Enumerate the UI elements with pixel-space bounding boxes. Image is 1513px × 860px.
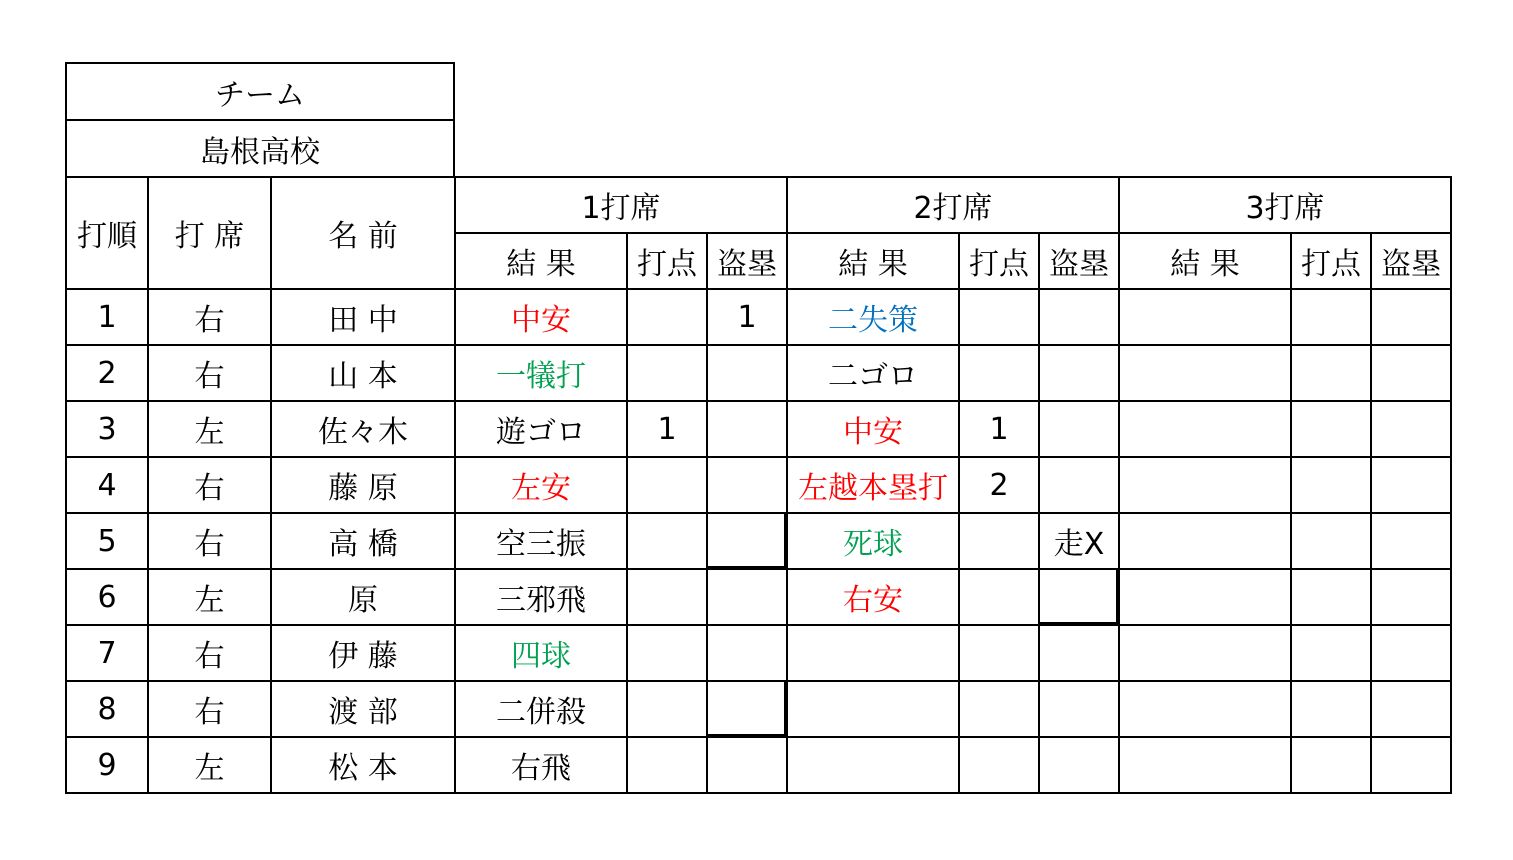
cell-result: 死球 — [786, 512, 960, 570]
cell-steal — [1370, 512, 1452, 570]
cell-result — [1118, 680, 1292, 738]
cell-rbi — [958, 512, 1040, 570]
cell-bat-side: 右 — [147, 288, 272, 346]
cell-rbi — [626, 512, 708, 570]
cell-steal — [1370, 680, 1452, 738]
cell-rbi — [626, 288, 708, 346]
cell-rbi — [1290, 736, 1372, 794]
cell-rbi — [1290, 624, 1372, 682]
cell-player-name: 藤 原 — [270, 456, 456, 514]
cell-steal — [1370, 624, 1452, 682]
cell-order: 4 — [65, 456, 149, 514]
cell-result: 右飛 — [454, 736, 628, 794]
header-steal: 盗塁 — [1038, 232, 1120, 290]
cell-rbi — [1290, 568, 1372, 626]
cell-steal — [706, 400, 788, 458]
cell-rbi — [958, 624, 1040, 682]
team-label: チーム — [65, 62, 455, 121]
cell-order: 5 — [65, 512, 149, 570]
cell-steal — [706, 344, 788, 402]
cell-result — [786, 736, 960, 794]
cell-result: 中安 — [454, 288, 628, 346]
cell-steal — [1370, 736, 1452, 794]
cell-order: 6 — [65, 568, 149, 626]
cell-result — [1118, 568, 1292, 626]
cell-steal — [1038, 568, 1120, 626]
header-rbi: 打点 — [626, 232, 708, 290]
cell-rbi — [958, 288, 1040, 346]
header-name: 名 前 — [270, 176, 456, 290]
cell-bat-side: 右 — [147, 624, 272, 682]
cell-rbi — [1290, 680, 1372, 738]
cell-rbi — [626, 624, 708, 682]
cell-rbi — [1290, 512, 1372, 570]
cell-rbi — [626, 456, 708, 514]
cell-steal — [1038, 736, 1120, 794]
header-rbi: 打点 — [958, 232, 1040, 290]
cell-result: 左安 — [454, 456, 628, 514]
cell-steal — [1370, 568, 1452, 626]
cell-bat-side: 右 — [147, 344, 272, 402]
cell-steal — [706, 736, 788, 794]
cell-rbi — [1290, 344, 1372, 402]
cell-result: 二失策 — [786, 288, 960, 346]
cell-player-name: 原 — [270, 568, 456, 626]
cell-player-name: 高 橋 — [270, 512, 456, 570]
cell-result — [1118, 512, 1292, 570]
cell-result: 三邪飛 — [454, 568, 628, 626]
cell-rbi — [1290, 456, 1372, 514]
cell-steal — [706, 624, 788, 682]
cell-rbi — [958, 344, 1040, 402]
cell-result: 四球 — [454, 624, 628, 682]
cell-result — [1118, 344, 1292, 402]
header-at-bat-1: 1打席 — [454, 176, 788, 234]
cell-steal — [1038, 456, 1120, 514]
cell-rbi: 2 — [958, 456, 1040, 514]
cell-player-name: 渡 部 — [270, 680, 456, 738]
cell-result — [1118, 400, 1292, 458]
cell-steal — [1038, 400, 1120, 458]
header-at-bat-3: 3打席 — [1118, 176, 1452, 234]
cell-steal — [706, 512, 788, 570]
cell-rbi — [958, 736, 1040, 794]
cell-steal — [1370, 288, 1452, 346]
cell-player-name: 佐々木 — [270, 400, 456, 458]
cell-steal — [1038, 344, 1120, 402]
header-rbi: 打点 — [1290, 232, 1372, 290]
cell-result: 二ゴロ — [786, 344, 960, 402]
header-at-bat-2: 2打席 — [786, 176, 1120, 234]
cell-steal: 1 — [706, 288, 788, 346]
cell-rbi — [626, 344, 708, 402]
cell-steal: 走X — [1038, 512, 1120, 570]
cell-steal — [1038, 624, 1120, 682]
cell-result — [1118, 624, 1292, 682]
cell-result: 二併殺 — [454, 680, 628, 738]
cell-player-name: 伊 藤 — [270, 624, 456, 682]
cell-rbi — [1290, 288, 1372, 346]
cell-result — [1118, 456, 1292, 514]
cell-order: 1 — [65, 288, 149, 346]
cell-player-name: 田 中 — [270, 288, 456, 346]
cell-bat-side: 右 — [147, 512, 272, 570]
cell-bat-side: 右 — [147, 456, 272, 514]
cell-result: 遊ゴロ — [454, 400, 628, 458]
cell-rbi — [626, 568, 708, 626]
cell-steal — [706, 456, 788, 514]
cell-bat-side: 左 — [147, 736, 272, 794]
cell-result — [1118, 736, 1292, 794]
cell-steal — [1038, 288, 1120, 346]
header-steal: 盗塁 — [1370, 232, 1452, 290]
cell-rbi: 1 — [626, 400, 708, 458]
cell-order: 8 — [65, 680, 149, 738]
cell-result: 一犠打 — [454, 344, 628, 402]
cell-result: 中安 — [786, 400, 960, 458]
cell-steal — [706, 680, 788, 738]
cell-order: 9 — [65, 736, 149, 794]
cell-order: 7 — [65, 624, 149, 682]
cell-result: 右安 — [786, 568, 960, 626]
cell-bat-side: 右 — [147, 680, 272, 738]
cell-result — [786, 680, 960, 738]
team-name: 島根高校 — [65, 119, 455, 178]
header-result: 結 果 — [786, 232, 960, 290]
cell-rbi — [626, 736, 708, 794]
header-result: 結 果 — [454, 232, 628, 290]
cell-player-name: 松 本 — [270, 736, 456, 794]
header-result: 結 果 — [1118, 232, 1292, 290]
cell-rbi — [958, 680, 1040, 738]
cell-order: 2 — [65, 344, 149, 402]
cell-steal — [1370, 456, 1452, 514]
header-bat-side: 打 席 — [147, 176, 272, 290]
cell-steal — [1370, 344, 1452, 402]
cell-player-name: 山 本 — [270, 344, 456, 402]
cell-steal — [1038, 680, 1120, 738]
cell-order: 3 — [65, 400, 149, 458]
cell-result: 左越本塁打 — [786, 456, 960, 514]
cell-result — [1118, 288, 1292, 346]
cell-rbi — [958, 568, 1040, 626]
cell-rbi — [626, 680, 708, 738]
cell-bat-side: 左 — [147, 568, 272, 626]
header-order: 打順 — [65, 176, 149, 290]
cell-result — [786, 624, 960, 682]
cell-rbi: 1 — [958, 400, 1040, 458]
cell-result: 空三振 — [454, 512, 628, 570]
cell-bat-side: 左 — [147, 400, 272, 458]
cell-rbi — [1290, 400, 1372, 458]
cell-steal — [706, 568, 788, 626]
cell-steal — [1370, 400, 1452, 458]
header-steal: 盗塁 — [706, 232, 788, 290]
